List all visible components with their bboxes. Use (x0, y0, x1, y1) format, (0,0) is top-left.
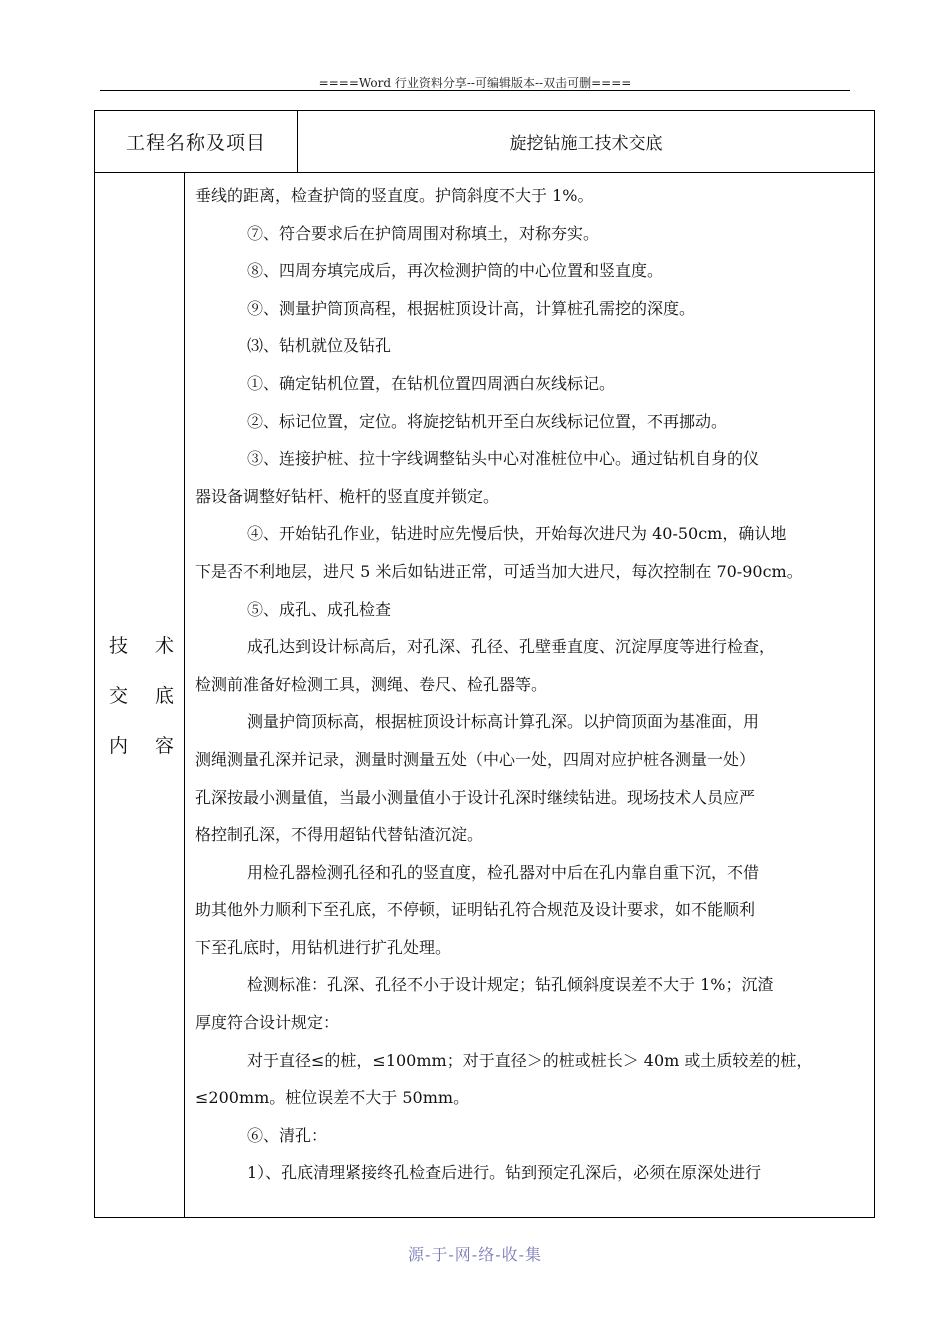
content-line: 器设备调整好钻杆、桅杆的竖直度并锁定。 (195, 486, 500, 506)
project-label: 工程名称及项目 (95, 111, 298, 172)
footer-source: 源-于-网-络-收-集 (407, 1245, 543, 1264)
header-banner: ====Word 行业资料分享--可编辑版本--双击可删==== (318, 76, 632, 90)
side-char: 交 (109, 685, 129, 707)
content-line: 用检孔器检测孔径和孔的竖直度，检孔器对中后在孔内靠自重下沉，不借 (247, 862, 760, 882)
content-line: ⑤、成孔、成孔检查 (247, 599, 392, 619)
header-rule (100, 90, 850, 91)
content-text (185, 173, 874, 1217)
side-char: 术 (155, 635, 175, 657)
title-row (95, 111, 874, 173)
content-line: ≤200mm。桩位误差不大于 50mm。 (195, 1088, 470, 1108)
content-line: 检测前准备好检测工具，测绳、卷尺、检孔器等。 (195, 674, 548, 694)
content-line: 垂线的距离，检查护筒的竖直度。护筒斜度不大于 1%。 (195, 186, 594, 205)
content-line: ①、确定钻机位置，在钻机位置四周洒白灰线标记。 (247, 373, 616, 393)
content-line: 对于直径≤的桩，≤100mm；对于直径＞的桩或桩长＞ 40m 或土质较差的桩， (247, 1050, 813, 1070)
content-line: ⑧、四周夯填完成后，再次检测护筒的中心位置和竖直度。 (247, 261, 664, 281)
content-line: 测绳测量孔深并记录，测量时测量五处（中心一处，四周对应护桩各测量一处） (195, 749, 756, 769)
side-char: 内 (109, 735, 129, 757)
content-line: 测量护筒顶标高，根据桩顶设计标高计算孔深。以护筒顶面为基准面，用 (247, 712, 760, 732)
content-line: 格控制孔深，不得用超钻代替钻渣沉淀。 (195, 825, 484, 845)
content-line: 下是否不利地层，进尺 5 米后如钻进正常，可适当加大进尺，每次控制在 70-90cm。 (195, 561, 803, 581)
content-line: ④、开始钻孔作业，钻进时应先慢后快，开始每次进尺为 40-50cm，确认地 (247, 524, 787, 544)
side-char: 容 (155, 735, 175, 757)
content-line: ③、连接护桩、拉十字线调整钻头中心对准桩位中心。通过钻机自身的仪 (247, 449, 760, 469)
side-char: 底 (155, 685, 175, 707)
content-line: ⑦、符合要求后在护筒周围对称填土，对称夯实。 (247, 223, 600, 243)
content-line: 1）、孔底清理紧接终孔检查后进行。钻到预定孔深后，必须在原深处进行 (247, 1163, 762, 1183)
content-line: 检测标准：孔深、孔径不小于设计规定；钻孔倾斜度误差不大于 1%；沉渣 (247, 975, 774, 995)
content-line: 厚度符合设计规定： (195, 1013, 340, 1033)
project-name: 旋挖钻施工技术交底 (509, 134, 663, 154)
content-line: ⑥、清孔： (247, 1125, 328, 1145)
content-row (95, 173, 874, 1217)
side-char: 技 (109, 635, 129, 657)
content-line: 孔深按最小测量值，当最小测量值小于设计孔深时继续钻进。现场技术人员应严 (195, 787, 756, 807)
content-line: 成孔达到设计标高后，对孔深、孔径、孔壁垂直度、沉淀厚度等进行检查， (247, 637, 776, 657)
disclosure-table (94, 110, 875, 1218)
content-line: ⑶、钻机就位及钻孔 (247, 336, 392, 356)
content-line: 下至孔底时，用钻机进行扩孔处理。 (195, 937, 452, 957)
content-line: 助其他外力顺利下至孔底，不停顿，证明钻孔符合规范及设计要求，如不能顺利 (195, 900, 756, 920)
side-label (95, 173, 185, 1217)
content-line: ⑨、测量护筒顶高程，根据桩顶设计高，计算桩孔需挖的深度。 (247, 298, 696, 318)
content-line: ②、标记位置，定位。将旋挖钻机开至白灰线标记位置，不再挪动。 (247, 411, 728, 431)
